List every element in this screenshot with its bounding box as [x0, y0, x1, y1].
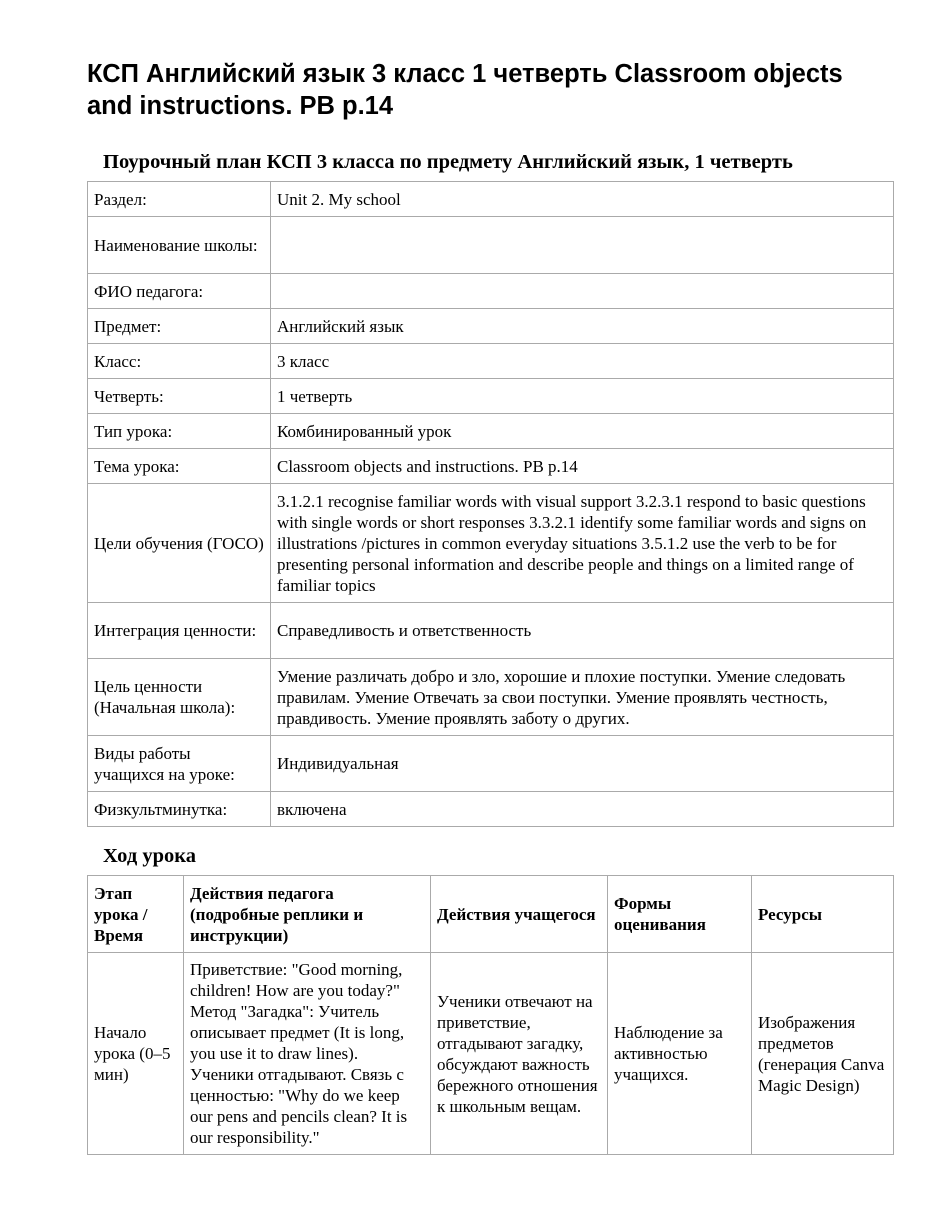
- info-value: Английский язык: [271, 309, 894, 344]
- info-label: Предмет:: [88, 309, 271, 344]
- table-row: [88, 309, 894, 344]
- table-row: [88, 344, 894, 379]
- info-value: Справедливость и ответственность: [271, 603, 894, 659]
- info-value: Комбинированный урок: [271, 414, 894, 449]
- table-row: [88, 484, 894, 603]
- table-row: [88, 603, 894, 659]
- info-value: Classroom objects and instructions. PB p.14: [271, 449, 894, 484]
- table-cell: Начало урока (0–5 мин): [88, 953, 184, 1155]
- table-row: [88, 182, 894, 217]
- column-header: Ресурсы: [752, 876, 894, 953]
- info-label: Четверть:: [88, 379, 271, 414]
- table-cell: Изображения предметов (генерация Canva Magic Design): [752, 953, 894, 1155]
- info-label: Цель ценности (Начальная школа):: [88, 659, 271, 736]
- plan-heading: Поурочный план КСП 3 класса по предмету Английский язык, 1 четверть: [103, 151, 793, 173]
- table-row: [88, 414, 894, 449]
- info-value: включена: [271, 792, 894, 827]
- info-value: 3 класс: [271, 344, 894, 379]
- info-label: Тип урока:: [88, 414, 271, 449]
- info-value: 3.1.2.1 recognise familiar words with visual support 3.2.3.1 respond to basic questions with single words or short responses 3.3.2.1 identify some familiar words and signs on illustrations /pictures in common everyday situations 3.5.1.2 use the verb to be for presenting personal information and describe people and things on a limited range of familiar topics: [271, 484, 894, 603]
- info-value: [271, 274, 894, 309]
- info-label: Раздел:: [88, 182, 271, 217]
- table-row: [88, 449, 894, 484]
- info-value: [271, 217, 894, 274]
- table-header-row: [88, 876, 894, 953]
- lesson-info-table: [87, 181, 894, 827]
- info-label: Интеграция ценности:: [88, 603, 271, 659]
- info-label: Виды работы учащихся на уроке:: [88, 736, 271, 792]
- info-value: Умение различать добро и зло, хорошие и плохие поступки. Умение следовать правилам. Умение Отвечать за свои поступки. Умение проявлять честность, правдивость. Умение проявлять заботу о других.: [271, 659, 894, 736]
- document-title: КСП Английский язык 3 класс 1 четверть Classroom objects and instructions. PB p.14: [87, 60, 843, 120]
- table-row: [88, 659, 894, 736]
- lesson-progress-heading: Ход урока: [103, 845, 196, 867]
- table-row: [88, 953, 894, 1155]
- info-label: Цели обучения (ГОСО): [88, 484, 271, 603]
- info-value: 1 четверть: [271, 379, 894, 414]
- lesson-progress-table: [87, 875, 894, 1155]
- info-label: Класс:: [88, 344, 271, 379]
- info-value: Unit 2. My school: [271, 182, 894, 217]
- column-header: Действия учащегося: [431, 876, 608, 953]
- table-row: [88, 379, 894, 414]
- table-cell: Приветствие: "Good morning, children! How are you today?" Метод "Загадка": Учитель описывает предмет (It is long, you use it to draw lines). Ученики отгадывают. Связь с ценностью: "Why do we keep our pens and pencils clean? It is our responsibility.": [184, 953, 431, 1155]
- info-label: Тема урока:: [88, 449, 271, 484]
- info-label: Физкультминутка:: [88, 792, 271, 827]
- table-row: [88, 736, 894, 792]
- column-header: Действия педагога (подробные реплики и инструкции): [184, 876, 431, 953]
- column-header: Этап урока / Время: [88, 876, 184, 953]
- table-row: [88, 274, 894, 309]
- document-page: [87, 58, 893, 1155]
- table-row: [88, 217, 894, 274]
- info-value: Индивидуальная: [271, 736, 894, 792]
- info-label: ФИО педагога:: [88, 274, 271, 309]
- table-row: [88, 792, 894, 827]
- info-label: Наименование школы:: [88, 217, 271, 274]
- table-cell: Наблюдение за активностью учащихся.: [608, 953, 752, 1155]
- column-header: Формы оценивания: [608, 876, 752, 953]
- table-cell: Ученики отвечают на приветствие, отгадывают загадку, обсуждают важность бережного отношения к школьным вещам.: [431, 953, 608, 1155]
